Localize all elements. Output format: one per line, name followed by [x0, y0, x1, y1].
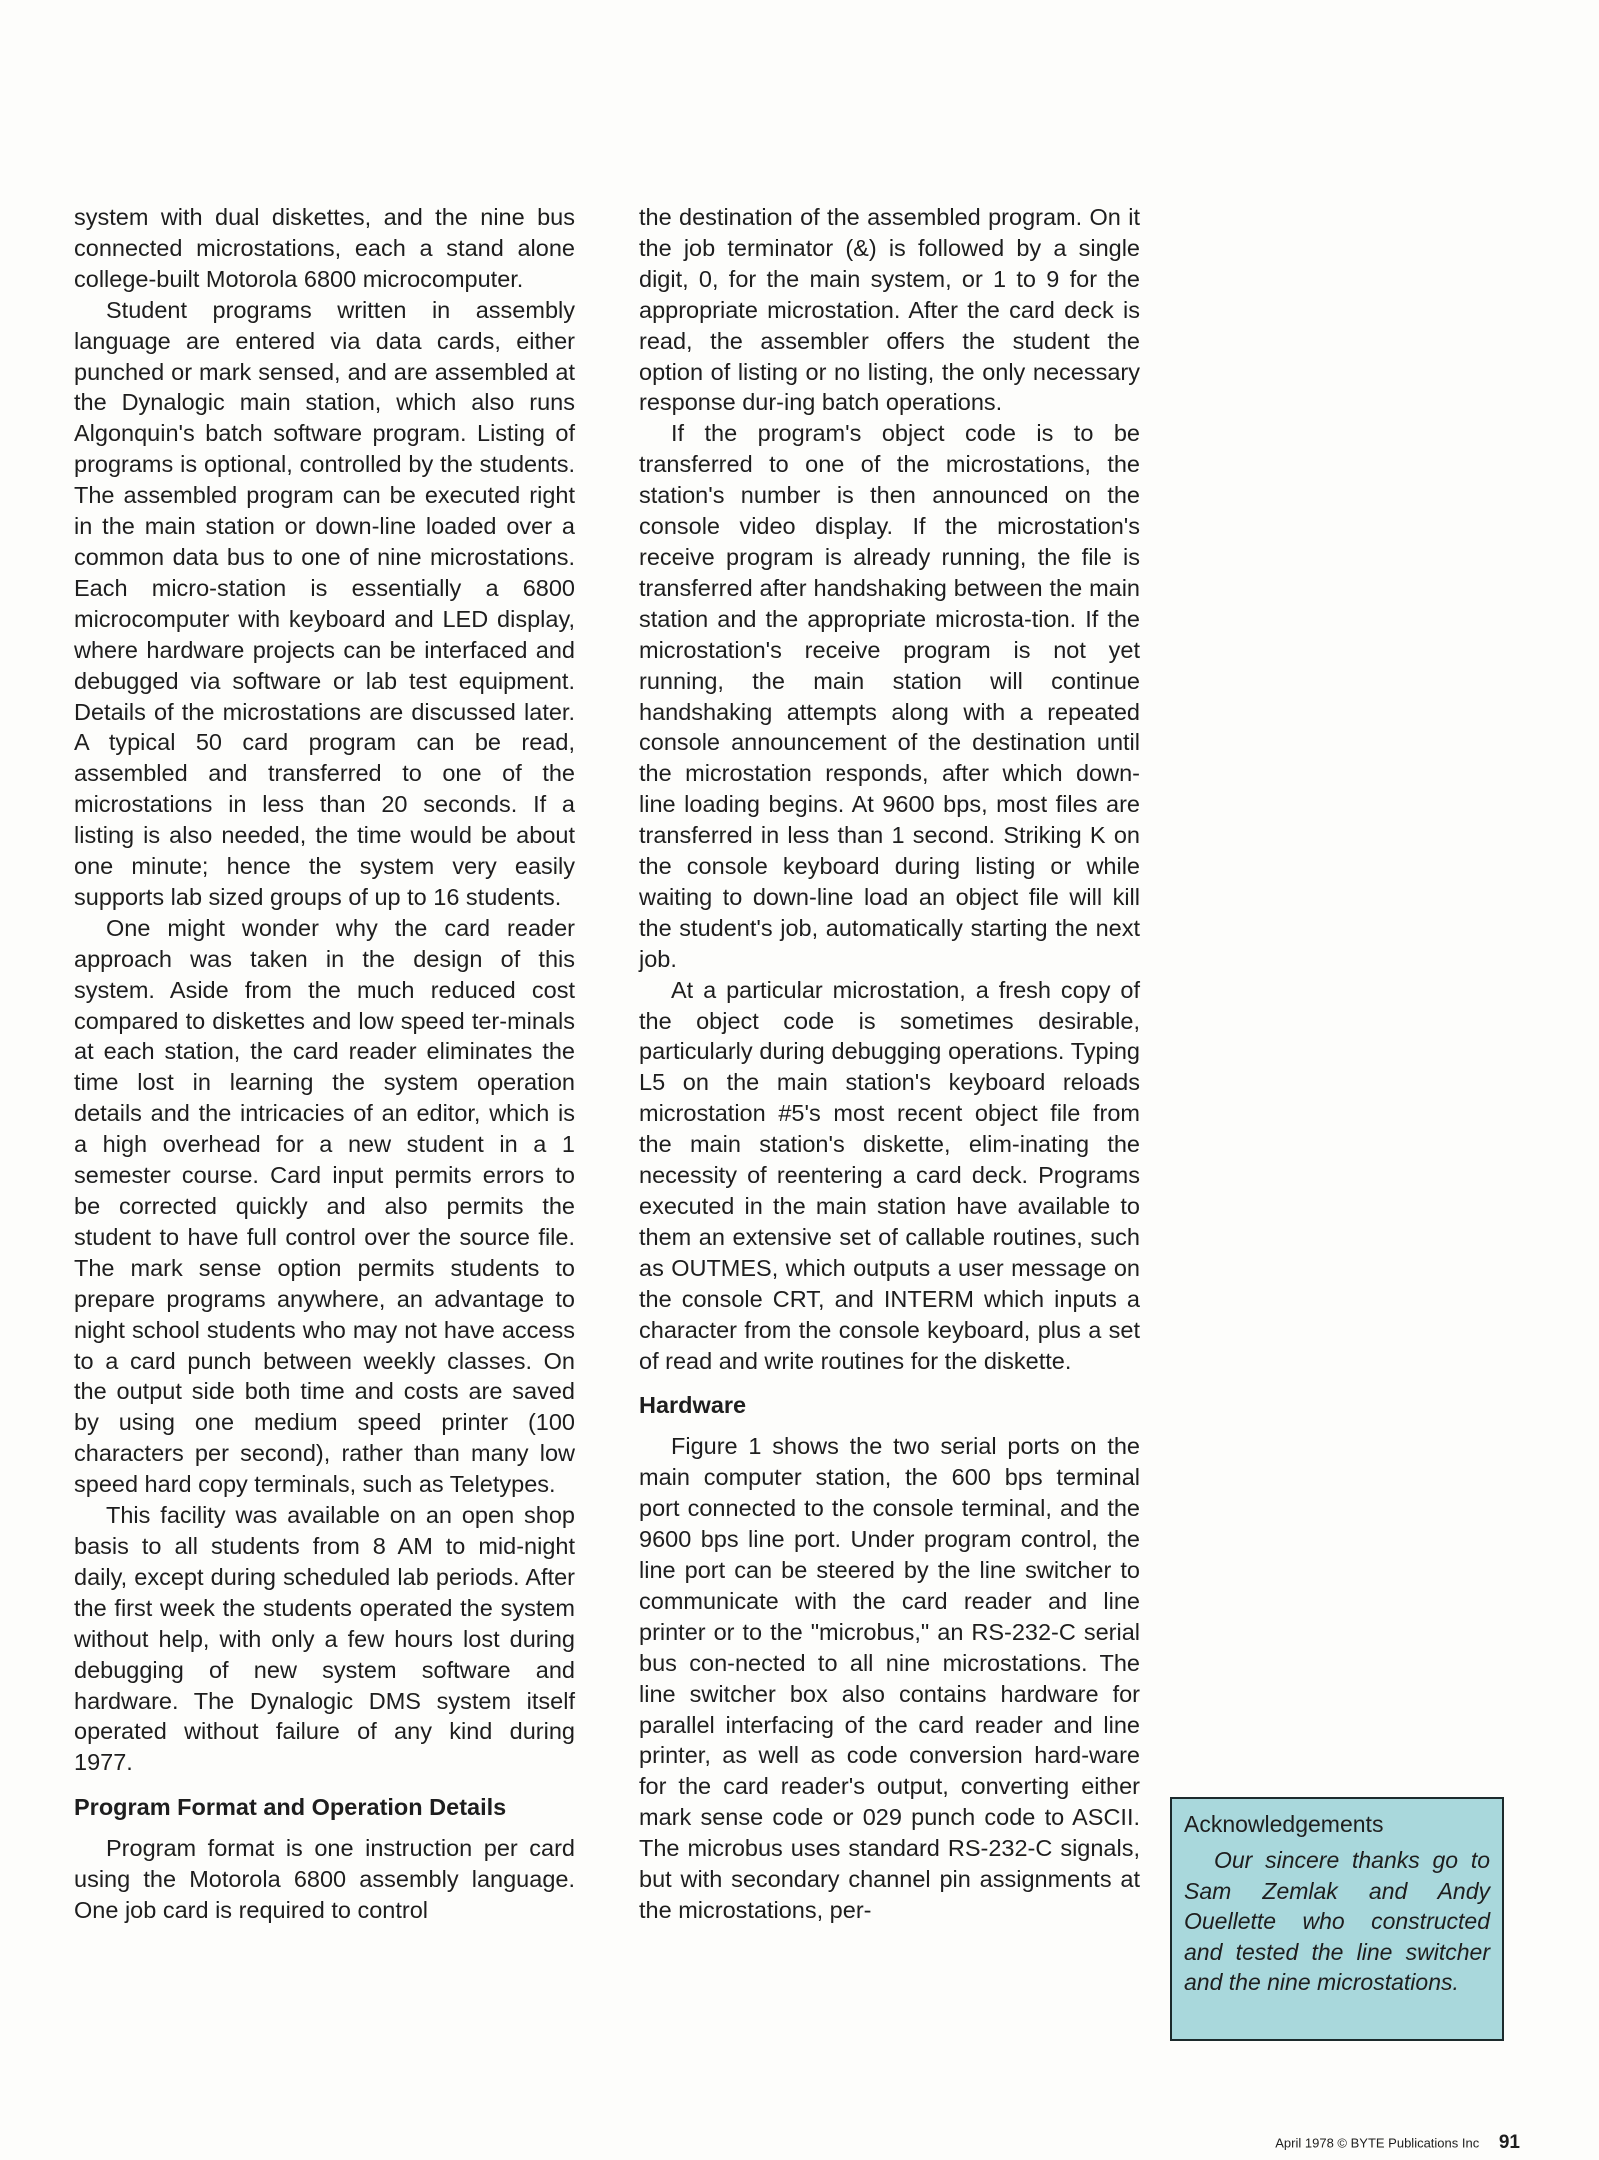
acknowledgements-title: Acknowledgements [1184, 1811, 1384, 1837]
page-footer [1200, 2132, 1520, 2156]
acknowledgements-body: Our sincere thanks go to Sam Zemlak and Andy Ouellette who constructed and tested the line switcher and the nine microstations. [1184, 1847, 1490, 1995]
right-paragraph-2: If the program's object code is to be transferred to one of the microstations, the station's number is then announced on the console video display. If the microstation's receive program is already running, the file is transferred after handshaking between the main station and the appropriate microsta-tion. If the microstation's receive program is not yet running, the main station will continue handshaking attempts along with a repeated console announcement of the destination until the microstation responds, after which down-line loading begins. At 9600 bps, most files are transferred in less than 1 second. Striking K on the console keyboard during listing or while waiting to down-line load an object file will kill the student's job, automatically starting the next job. [639, 420, 1140, 972]
acknowledgements-box [1170, 1797, 1504, 2041]
left-paragraph-3: One might wonder why the card reader approach was taken in the design of this system. Aside from the much reduced cost compared to diskettes and low speed ter-minals at each station, the card reader eliminates the time lost in learning the system operation details and the intricacies of an editor, which is a high overhead for a new student in a 1 semester course. Card input permits errors to be corrected quickly and also permits the student to have full control over the source file. The mark sense option permits students to prepare programs anywhere, an advantage to night school students who may not have access to a card punch between weekly classes. On the output side both time and costs are saved by using one medium speed printer (100 characters per second), rather than many low speed hard copy terminals, such as Teletypes. [74, 914, 575, 1498]
publication-info: April 1978 © BYTE Publications Inc [1275, 2135, 1480, 2151]
left-paragraph-1: system with dual diskettes, and the nine bus connected microstations, each a stand alone college-built Motorola 6800 microcomputer. [74, 204, 575, 292]
right-paragraph-4: Figure 1 shows the two serial ports on the main computer station, the 600 bps terminal port connected to the console terminal, and the 9600 bps line port. Under program control, the line port can be steered by the line switcher to communicate with the card reader and line printer or to the "microbus," an RS-232-C serial bus con-nected to all nine microstations. The line switcher box also contains hardware for parallel interfacing of the card reader and line printer, as well as code conversion hard-ware for the card reader's output, converting either mark sense code or 029 punch code to ASCII. The microbus uses standard RS-232-C signals, but with secondary channel pin assignments at the microstations, per- [639, 1433, 1140, 1923]
page-number: 91 [1498, 2132, 1520, 2153]
left-column [74, 202, 575, 1926]
left-paragraph-4: This facility was available on an open shop basis to all students from 8 AM to mid-night daily, except during scheduled lab periods. After the first week the students operated the system without help, with only a few hours lost during debugging of new system software and hardware. The Dynalogic DMS system itself operated without failure of any kind during 1977. [74, 1502, 575, 1776]
right-paragraph-1: the destination of the assembled program. On it the job terminator (&) is followed by a single digit, 0, for the main system, or 1 to 9 for the appropriate microstation. After the card deck is read, the assembler offers the student the option of listing or no listing, the only necessary response dur-ing batch operations. [639, 204, 1140, 416]
right-paragraph-3: At a particular microstation, a fresh copy of the object code is sometimes desirable, particularly during debugging operations. Typing L5 on the main station's keyboard reloads microstation #5's most recent object file from the main station's diskette, elim-inating the necessity of reentering a card deck. Programs executed in the main station have available to them an extensive set of callable routines, such as OUTMES, which outputs a user message on the console CRT, and INTERM which inputs a character from the console keyboard, plus a set of read and write routines for the diskette. [639, 976, 1140, 1374]
section-heading-program-format: Program Format and Operation Details [74, 1794, 507, 1821]
left-paragraph-2: Student programs written in assembly language are entered via data cards, either punched or mark sensed, and are assembled at the Dynalogic main station, which also runs Algonquin's batch software program. Listing of programs is optional, controlled by the students. The assembled program can be executed right in the main station or down-line loaded over a common data bus to one of nine microstations. Each micro-station is essentially a 6800 microcomputer with keyboard and LED display, where hardware projects can be interfaced and debugged via software or lab test equipment. Details of the microstations are discussed later. A typical 50 card program can be read, assembled and transferred to one of the microstations in less than 20 seconds. If a listing is also needed, the time would be about one minute; hence the system very easily supports lab sized groups of up to 16 students. [74, 296, 575, 910]
right-column [639, 202, 1140, 1926]
section-heading-hardware: Hardware [639, 1392, 747, 1419]
left-paragraph-5: Program format is one instruction per card using the Motorola 6800 assembly language. One job card is required to control [74, 1835, 575, 1923]
